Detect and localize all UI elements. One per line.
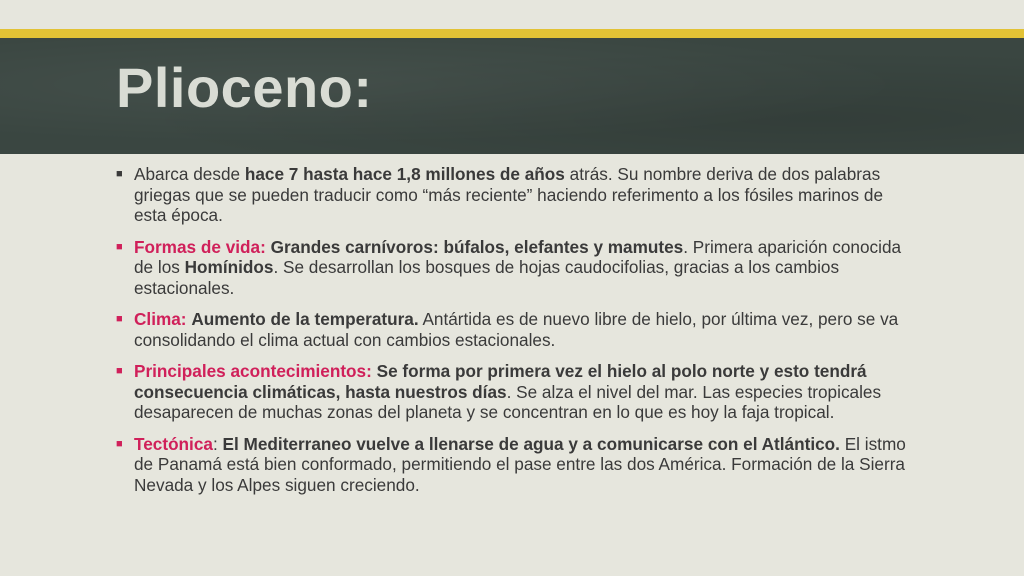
accent-label: Clima: — [134, 309, 187, 329]
accent-label: Tectónica — [134, 433, 213, 454]
accent-bar — [0, 29, 1024, 38]
square-bullet-icon: ■ — [116, 313, 123, 325]
bullet-text — [134, 237, 901, 298]
square-bullet-icon: ■ — [116, 437, 123, 450]
text-segment: Abarca desde — [134, 164, 245, 184]
square-bullet-icon: ■ — [116, 365, 123, 377]
text-segment: . Primera aparición conocida de los — [134, 236, 902, 277]
bullet-item — [116, 434, 916, 496]
bold-segment: Homínidos — [184, 257, 274, 277]
bold-segment: hace 7 hasta hace 1,8 millones de años — [244, 164, 565, 184]
text-segment: Antártida es de nuevo libre de hielo, por última vez, pero se va consolidando el clima actual con cambios estacionales. — [134, 309, 899, 350]
slide-title: Plioceno: — [116, 56, 373, 119]
bullet-text — [134, 434, 906, 495]
text-segment: . Se alza el nivel del mar. Las especies tropicales desaparecen de muchas zonas del planeta y se concentran en lo que es hoy la faja tropical. — [134, 381, 882, 422]
bullet-item — [116, 164, 916, 226]
bold-segment: El Mediterraneo vuelve a llenarse de agua y a comunicarse con el Atlántico. — [222, 433, 840, 454]
bullet-text — [134, 309, 898, 350]
bold-segment: Aumento de la temperatura. — [191, 309, 419, 329]
top-strip — [0, 0, 1024, 29]
text-segment: . Se desarrollan los bosques de hojas caudocifolias, gracias a los cambios estacionales. — [134, 257, 840, 298]
text-segment: El istmo de Panamá está bien conformado, permitiendo el pase entre las dos América. Formación de la Sierra Nevada y los Alpes siguen creciendo. — [134, 433, 906, 495]
bullet-text — [134, 361, 881, 422]
text-segment: : — [212, 433, 223, 454]
bullet-list — [116, 164, 916, 506]
bold-segment: Se forma por primera vez el hielo al polo norte y esto tendrá consecuencia climáticas, hasta nuestros días — [134, 361, 867, 402]
bullet-item — [116, 237, 916, 299]
accent-label: Formas de vida: — [134, 236, 266, 257]
square-bullet-icon: ■ — [116, 240, 123, 253]
bullet-item — [116, 309, 916, 350]
accent-label: Principales acontecimientos: — [134, 361, 372, 381]
bold-segment: Grandes carnívoros: búfalos, elefantes y mamutes — [270, 236, 684, 257]
bullet-text — [134, 164, 883, 225]
bullet-item — [116, 361, 916, 423]
square-bullet-icon: ■ — [116, 168, 123, 180]
text-segment: atrás. Su nombre deriva de dos palabras griegas que se pueden traducir como “más reciente” haciendo referimento a los fósiles marinos de esta época. — [134, 164, 883, 225]
